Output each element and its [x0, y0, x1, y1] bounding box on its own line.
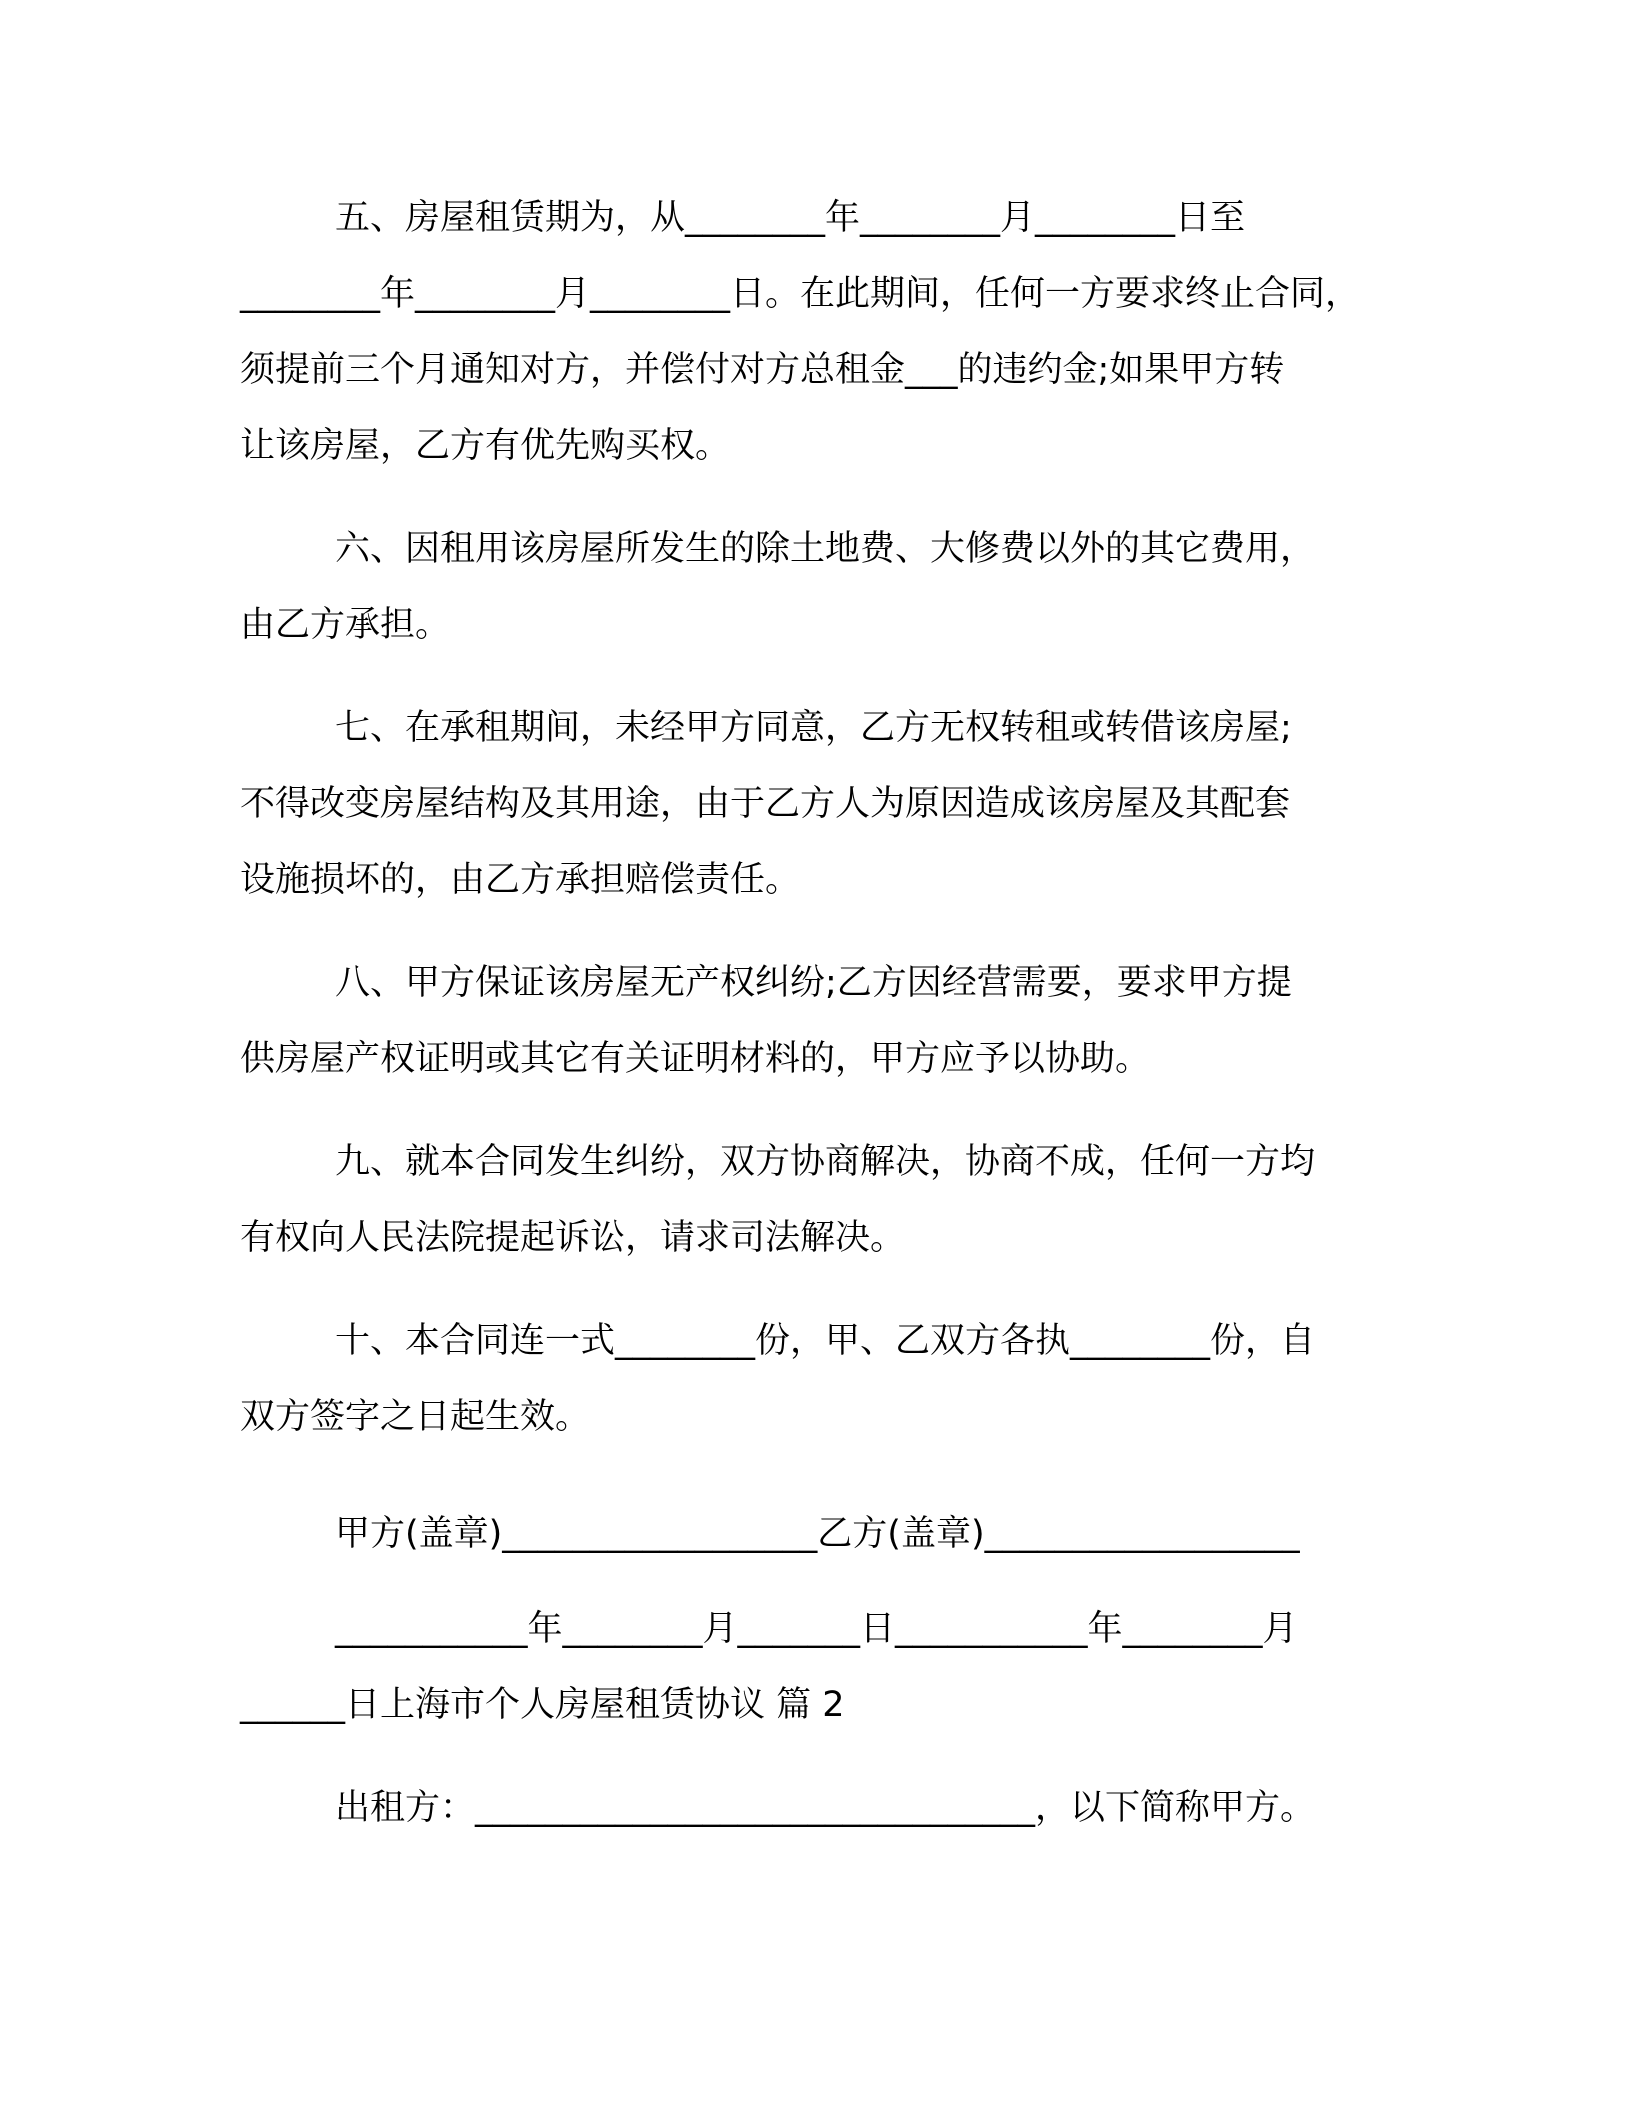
- clause-7-line-1: 七、在承租期间，未经甲方同意，乙方无权转租或转借该房屋;: [335, 708, 1292, 748]
- clause-10-line-1: 十、本合同连一式________份，甲、乙双方各执________份，自: [335, 1321, 1316, 1361]
- clause-9-line-2: 有权向人民法院提起诉讼，请求司法解决。: [240, 1218, 906, 1258]
- clause-7-line-3: 设施损坏的，由乙方承担赔偿责任。: [240, 860, 801, 900]
- clause-8-line-1: 八、甲方保证该房屋无产权纠纷;乙方因经营需要，要求甲方提: [335, 963, 1292, 1003]
- signature-line: 甲方(盖章)__________________乙方(盖章)__________________: [335, 1514, 1300, 1554]
- clause-10-line-2: 双方签字之日起生效。: [240, 1397, 591, 1437]
- clause-6-line-1: 六、因租用该房屋所发生的除土地费、大修费以外的其它费用，: [335, 529, 1316, 569]
- clause-8-line-2: 供房屋产权证明或其它有关证明材料的，甲方应予以协助。: [240, 1039, 1151, 1079]
- clause-5-line-3: 须提前三个月通知对方，并偿付对方总租金___的违约金;如果甲方转: [240, 350, 1285, 390]
- clause-9-line-1: 九、就本合同发生纠纷，双方协商解决，协商不成，任何一方均: [335, 1142, 1316, 1182]
- date-line-end-and-title: ______日上海市个人房屋租赁协议 篇 2: [240, 1685, 845, 1725]
- lessor-line: 出租方：________________________________，以下简称甲方。: [335, 1788, 1316, 1828]
- clause-6-line-2: 由乙方承担。: [240, 605, 451, 645]
- date-line: ___________年________月_______日___________年________月: [335, 1609, 1298, 1649]
- clause-7-line-2: 不得改变房屋结构及其用途，由于乙方人为原因造成该房屋及其配套: [240, 784, 1291, 824]
- clause-5-line-4: 让该房屋，乙方有优先购买权。: [240, 426, 731, 466]
- clause-5-line-2: ________年________月________日。在此期间，任何一方要求终止合同，: [240, 274, 1361, 314]
- clause-5-line-1: 五、房屋租赁期为，从________年________月________日至: [335, 198, 1246, 238]
